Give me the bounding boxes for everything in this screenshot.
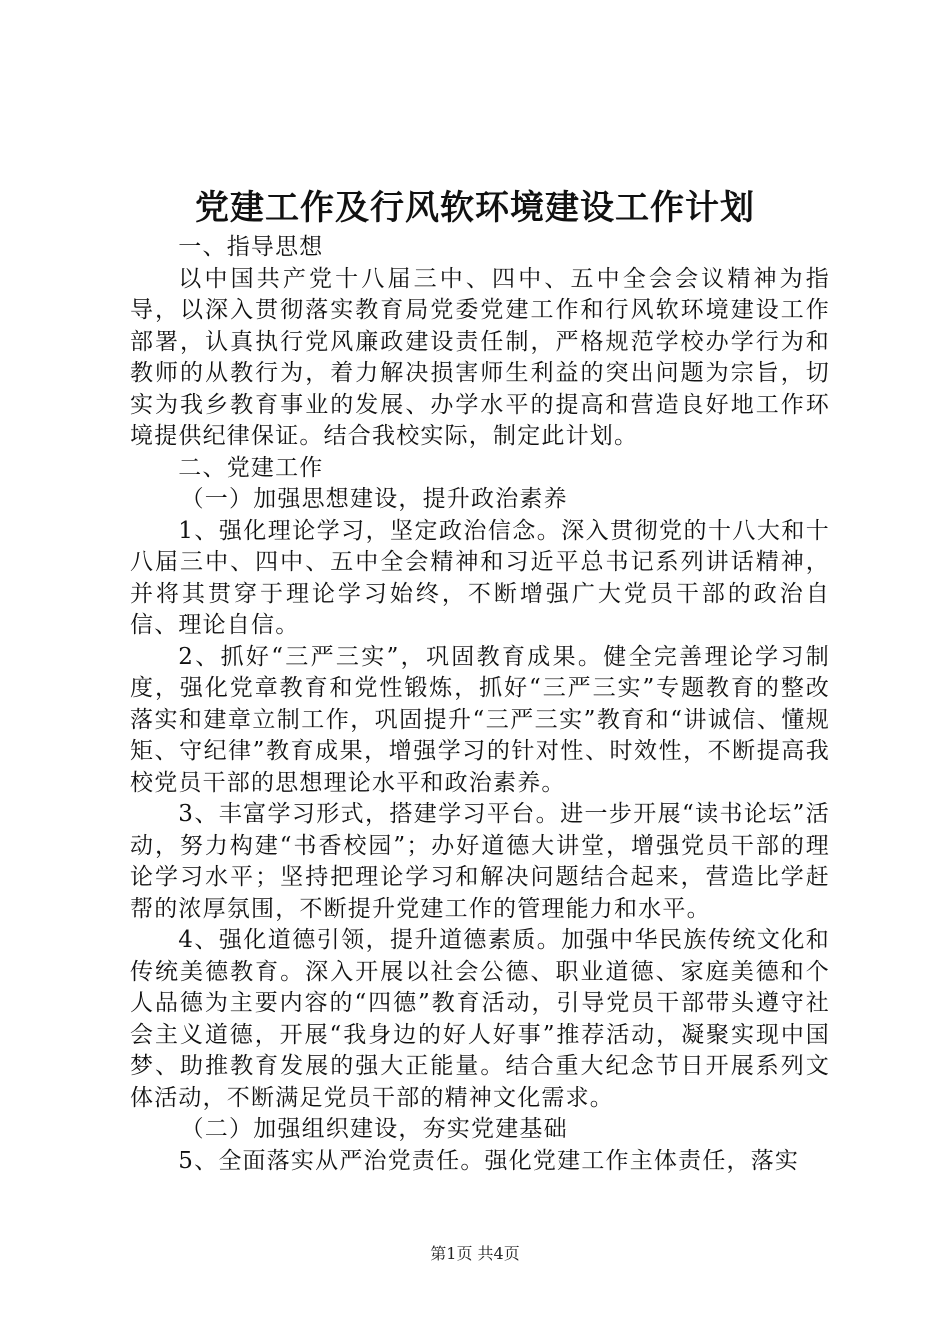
paragraph-item-2: 2、抓好“三严三实”，巩固教育成果。健全完善理论学习制度，强化党章教育和党性锻炼，抓好“三严三实”专题教育的整改落实和建章立制工作，巩固提升“三严三实”教育和“讲诚信、懂规矩、守纪律”教育成果，增强学习的针对性、时效性，不断提高我校党员干部的思想理论水平和政治素养。 (130, 643, 830, 796)
page-footer: 第1页 共4页 (430, 1244, 520, 1263)
paragraph-item-5: 5、全面落实从严治党责任。强化党建工作主体责任，落实 (178, 1147, 800, 1174)
subsection-heading-ideology: （一）加强思想建设，提升政治素养 (180, 486, 568, 512)
section-heading-party-building: 二、党建工作 (178, 454, 324, 481)
document-title: 党建工作及行风软环境建设工作计划 (195, 188, 755, 228)
paragraph-item-3: 3、丰富学习形式，搭建学习平台。进一步开展“读书论坛”活动，努力构建“书香校园”；办好道德大讲堂，增强党员干部的理论学习水平；坚持把理论学习和解决问题结合起来，营造比学赶帮的浓厚氛围，不断提升党建工作的管理能力和水平。 (130, 801, 830, 922)
section-heading-guiding-thought: 一、指导思想 (178, 234, 324, 260)
paragraph-guiding-thought: 以中国共产党十八届三中、四中、五中全会会议精神为指导，以深入贯彻落实教育局党委党建工作和行风软环境建设工作部署，认真执行党风廉政建设责任制，严格规范学校办学行为和教师的从教行为，着力解决损害师生利益的突出问题为宗旨，切实为我乡教育事业的发展、办学水平的提高和营造良好地工作环境提供纪律保证。结合我校实际，制定此计划。 (130, 265, 830, 449)
paragraph-item-4: 4、强化道德引领，提升道德素质。加强中华民族传统文化和传统美德教育。深入开展以社会公德、职业道德、家庭美德和个人品德为主要内容的“四德”教育活动，引导党员干部带头遵守社会主义道德，开展“我身边的好人好事”推荐活动，凝聚实现中国梦、助推教育发展的强大正能量。结合重大纪念节日开展系列文体活动，不断满足党员干部的精神文化需求。 (130, 927, 830, 1111)
subsection-heading-organization: （二）加强组织建设，夯实党建基础 (180, 1116, 568, 1142)
document-body (130, 232, 830, 1177)
paragraph-item-1: 1、强化理论学习，坚定政治信念。深入贯彻党的十八大和十八届三中、四中、五中全会精神和习近平总书记系列讲话精神，并将其贯穿于理论学习始终，不断增强广大党员干部的政治自信、理论自信。 (130, 517, 830, 638)
